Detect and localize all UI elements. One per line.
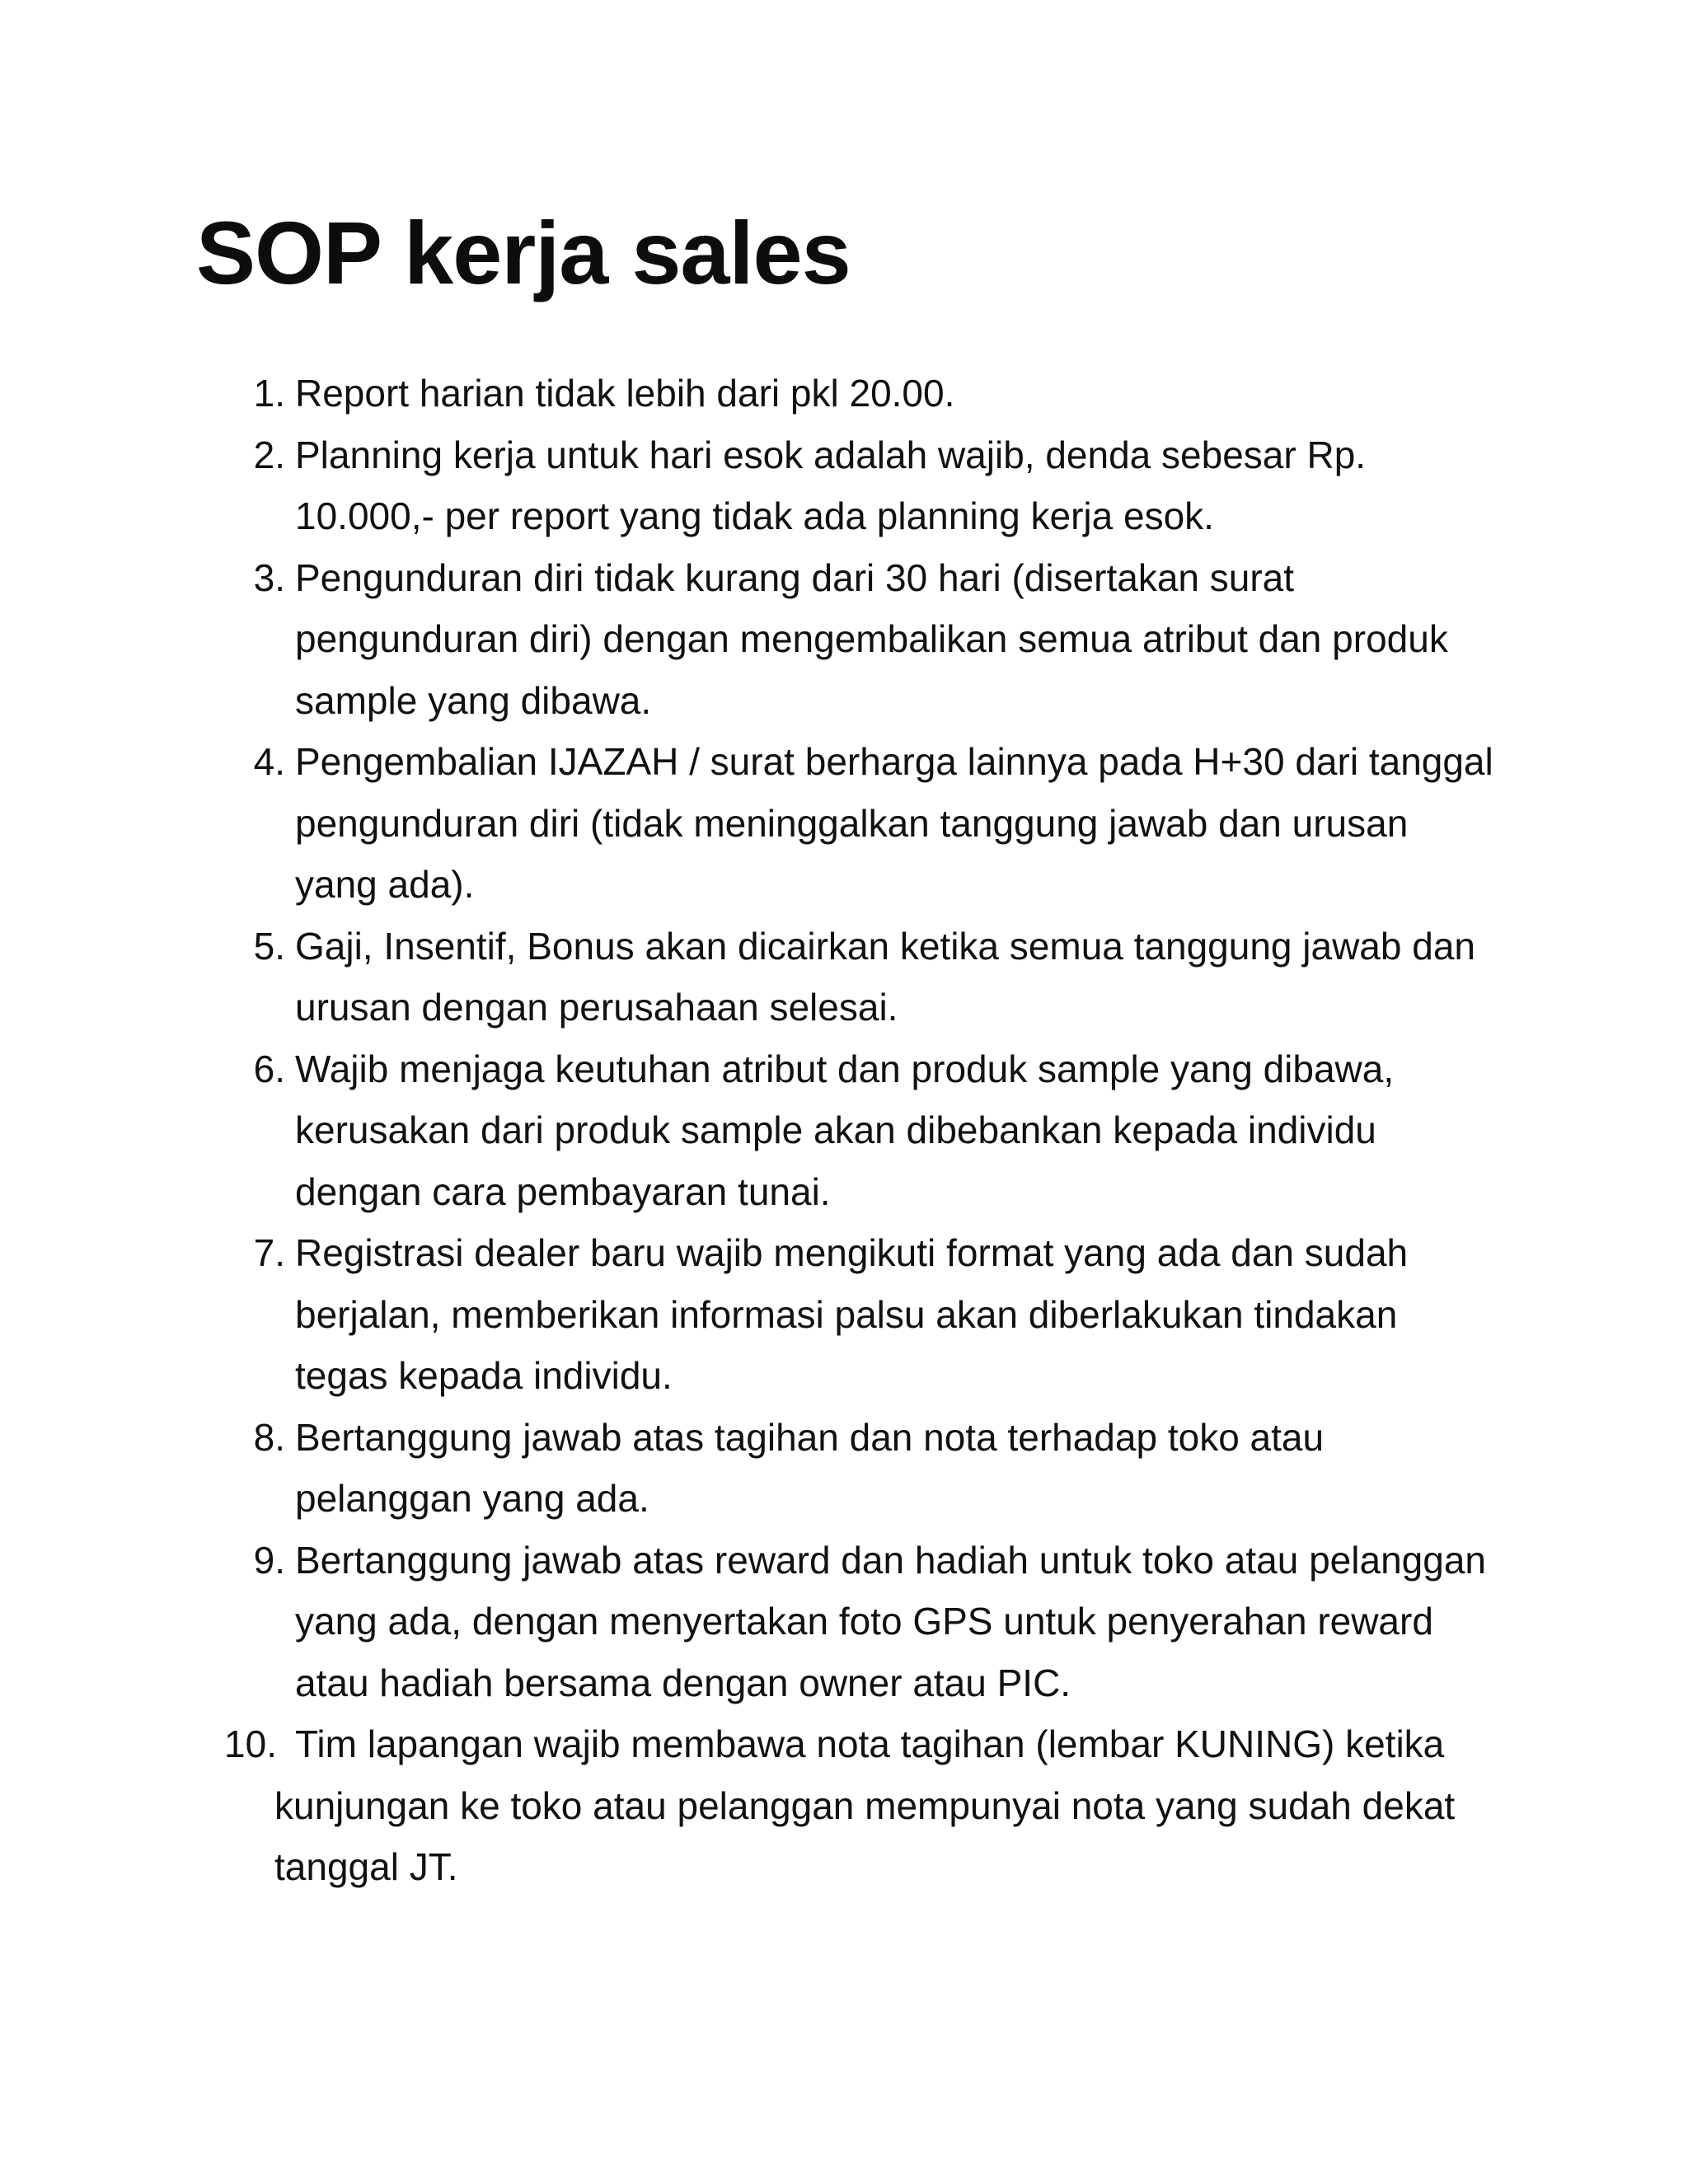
list-item xyxy=(0,363,1688,424)
list-item xyxy=(0,1530,1688,1714)
item-text: Bertanggung jawab atas reward dan hadiah untuk toko atau pelanggan yang ada, dengan menyertakan foto GPS untuk penyerahan reward atau hadiah bersama dengan owner atau PIC. xyxy=(295,1538,1486,1704)
list-item xyxy=(0,1038,1688,1223)
list-item xyxy=(0,424,1688,547)
list-item xyxy=(0,916,1688,1038)
sop-list xyxy=(0,363,1688,1898)
item-text: Bertanggung jawab atas tagihan dan nota terhadap toko atau pelanggan yang ada. xyxy=(295,1415,1325,1520)
item-number: 8. xyxy=(253,1415,285,1459)
item-number: 2. xyxy=(253,433,285,476)
item-number: 1. xyxy=(253,372,285,415)
item-text: Gaji, Insentif, Bonus akan dicairkan ketika semua tanggung jawab dan urusan dengan perusahaan selesai. xyxy=(295,924,1475,1029)
item-text: Planning kerja untuk hari esok adalah wajib, denda sebesar Rp. 10.000,- per report yang tidak ada planning kerja esok. xyxy=(295,433,1367,537)
item-text: Registrasi dealer baru wajib mengikuti format yang ada dan sudah berjalan, memberikan informasi palsu akan diberlakukan tindakan tegas kepada individu. xyxy=(295,1231,1409,1397)
item-text: Wajib menjaga keutuhan atribut dan produk sample yang dibawa, kerusakan dari produk sample akan dibebankan kepada individu dengan cara pembayaran tunai. xyxy=(295,1047,1395,1213)
list-item xyxy=(0,1407,1688,1530)
item-number: 7. xyxy=(253,1231,285,1274)
list-item xyxy=(0,1713,1688,1898)
item-number: 4. xyxy=(253,740,285,783)
item-number: 5. xyxy=(253,924,285,968)
item-text: Report harian tidak lebih dari pkl 20.00. xyxy=(295,372,955,415)
item-text: Pengunduran diri tidak kurang dari 30 hari (disertakan surat pengunduran diri) dengan mengembalikan semua atribut dan produk sample yang dibawa. xyxy=(295,555,1448,722)
item-text: Tim lapangan wajib membawa nota tagihan (lembar KUNING) ketika kunjungan ke toko atau pelanggan mempunyai nota yang sudah dekat tanggal JT. xyxy=(274,1722,1456,1888)
page-title: SOP kerja sales xyxy=(196,203,851,302)
item-number: 9. xyxy=(253,1538,285,1582)
list-item xyxy=(0,547,1688,732)
item-text: Pengembalian IJAZAH / surat berharga lainnya pada H+30 dari tanggal pengunduran diri (tidak meninggalkan tanggung jawab dan urusan yang ada). xyxy=(295,740,1493,906)
item-number: 10. xyxy=(224,1722,277,1765)
list-item xyxy=(0,731,1688,916)
item-number: 3. xyxy=(253,555,285,599)
item-number: 6. xyxy=(253,1047,285,1090)
list-item xyxy=(0,1222,1688,1407)
